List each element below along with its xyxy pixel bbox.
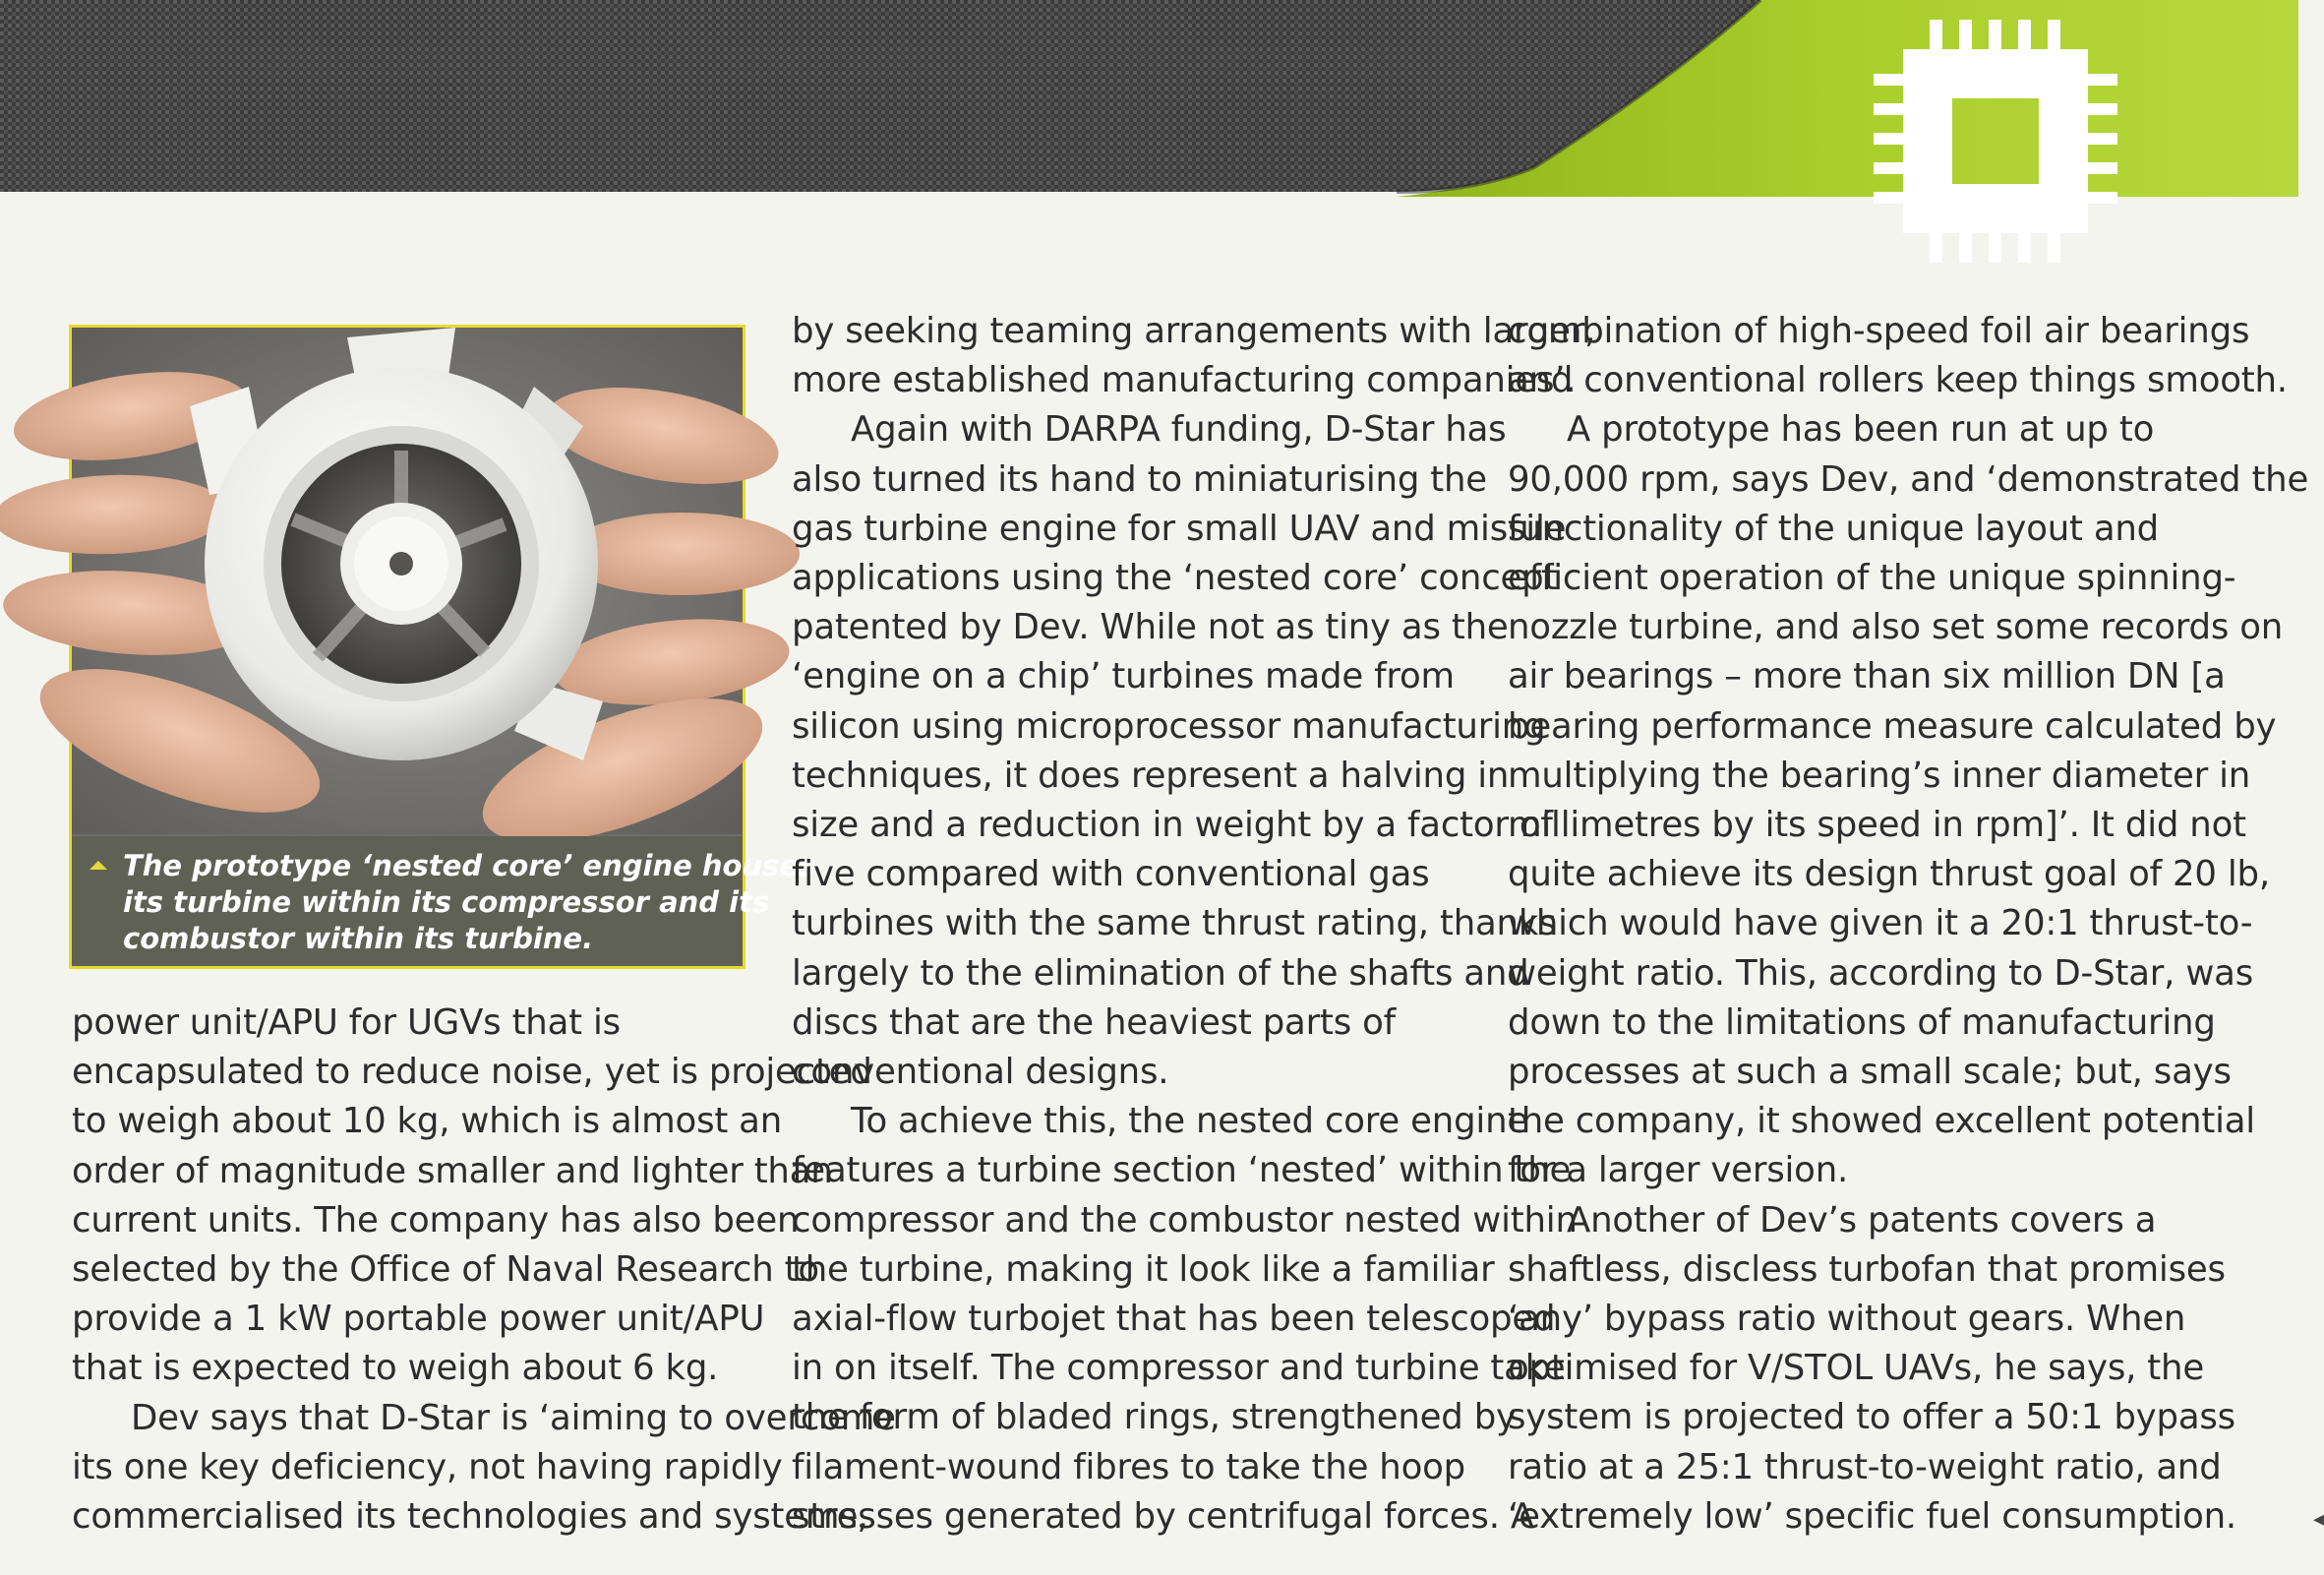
text-line: Again with DARPA funding, D-Star has — [851, 409, 1507, 451]
text-line: turbines with the same thrust rating, thanks — [792, 903, 1557, 944]
text-line: system is projected to offer a 50:1 bypass — [1508, 1397, 2235, 1438]
paragraph — [1508, 1196, 2324, 1545]
paragraph — [792, 1097, 1578, 1542]
paragraph — [72, 999, 872, 1394]
text-line: the turbine, making it look like a familiar — [792, 1248, 1495, 1290]
text-line: which would have given it a 20:1 thrust-to- — [1508, 903, 2253, 944]
text-line: size and a reduction in weight by a factor of — [792, 805, 1553, 846]
text-line: weight ratio. This, according to D-Star, was — [1508, 952, 2254, 994]
caption-triangle-icon — [89, 861, 107, 870]
text-line: provide a 1 kW portable power unit/APU — [72, 1299, 765, 1340]
text-line: compressor and the combustor nested within — [792, 1199, 1578, 1241]
text-line: that is expected to weigh about 6 kg. — [72, 1348, 719, 1389]
text-line: 90,000 rpm, says Dev, and ‘demonstrated the — [1508, 458, 2309, 500]
text-line: shaftless, discless turbofan that promises — [1508, 1248, 2226, 1290]
text-line: also turned its hand to miniaturising the — [792, 458, 1487, 500]
caption-line: its turbine within its compressor and its — [123, 885, 770, 919]
photo-caption — [72, 836, 816, 966]
text-line: ‘extremely low’ specific fuel consumption. — [1508, 1495, 2236, 1537]
text-line: order of magnitude smaller and lighter than — [72, 1150, 833, 1191]
text-line: largely to the elimination of the shafts and — [792, 952, 1529, 994]
paragraph — [792, 307, 1596, 405]
article-column-1 — [72, 999, 896, 1542]
caption-line: The prototype ‘nested core’ engine houses — [123, 849, 816, 882]
text-line: five compared with conventional gas — [792, 854, 1430, 895]
article-column-3 — [1508, 307, 2324, 1545]
paragraph — [72, 1394, 896, 1543]
text-line: processes at such a small scale; but, says — [1508, 1052, 2232, 1093]
text-line: stresses generated by centrifugal forces. A — [792, 1495, 1534, 1537]
text-line: patented by Dev. While not as tiny as the — [792, 607, 1509, 648]
end-mark-icon: ◂ — [2312, 1506, 2324, 1532]
text-line: To achieve this, the nested core engine — [851, 1101, 1529, 1142]
text-line: silicon using microprocessor manufacturing — [792, 705, 1546, 747]
text-line: current units. The company has also been — [72, 1199, 800, 1241]
text-line: selected by the Office of Naval Research to — [72, 1249, 819, 1291]
text-line: gas turbine engine for small UAV and missile — [792, 508, 1567, 549]
text-line: functionality of the unique layout and — [1508, 508, 2160, 549]
text-line: down to the limitations of manufacturing — [1508, 1001, 2216, 1043]
text-line: ‘engine on a chip’ turbines made from — [792, 656, 1455, 697]
engine-photo — [72, 328, 743, 834]
text-line: features a turbine section ‘nested’ within the — [792, 1150, 1572, 1191]
text-line: optimised for V/STOL UAVs, he says, the — [1508, 1348, 2204, 1389]
text-line: techniques, it does represent a halving in — [792, 755, 1510, 796]
chip-icon — [1874, 15, 2139, 280]
text-line: ‘any’ bypass ratio without gears. When — [1508, 1299, 2186, 1340]
text-line: nozzle turbine, and also set some records on — [1508, 607, 2284, 648]
text-line: the company, it showed excellent potential — [1508, 1101, 2255, 1142]
text-line: more established manufacturing companies’. — [792, 360, 1577, 401]
text-line: applications using the ‘nested core’ concept — [792, 558, 1558, 599]
text-line: encapsulated to reduce noise, yet is projected — [72, 1052, 872, 1093]
text-line: Another of Dev’s patents covers a — [1567, 1199, 2157, 1241]
text-line: multiplying the bearing’s inner diameter in — [1508, 755, 2251, 796]
text-line: Dev says that D-Star is ‘aiming to overcome — [131, 1397, 896, 1438]
text-line: filament-wound fibres to take the hoop — [792, 1446, 1465, 1487]
text-line: the form of bladed rings, strengthened by — [792, 1397, 1517, 1438]
text-line: air bearings – more than six million DN [a — [1508, 656, 2226, 697]
text-line: bearing performance measure calculated by — [1508, 705, 2277, 747]
text-line: axial-flow turbojet that has been telescoped — [792, 1299, 1556, 1340]
article-column-2 — [792, 307, 1596, 1542]
photo-figure — [69, 325, 816, 969]
text-line: efficient operation of the unique spinning- — [1508, 558, 2236, 599]
text-line: millimetres by its speed in rpm]’. It did not — [1508, 805, 2246, 846]
text-line: A prototype has been run at up to — [1567, 409, 2155, 451]
paragraph — [1508, 405, 2309, 1195]
text-line: discs that are the heaviest parts of — [792, 1001, 1396, 1043]
text-line: quite achieve its design thrust goal of 20 lb, — [1508, 854, 2270, 895]
paragraph — [792, 405, 1567, 1097]
text-line: conventional designs. — [792, 1052, 1169, 1093]
text-line: combination of high-speed foil air bearings — [1508, 311, 2250, 351]
text-line: in on itself. The compressor and turbine take — [792, 1348, 1566, 1389]
text-line: for a larger version. — [1508, 1150, 1849, 1191]
text-line: commercialised its technologies and systems, — [72, 1496, 868, 1538]
paragraph — [1508, 307, 2288, 405]
text-line: power unit/APU for UGVs that is — [72, 1002, 621, 1043]
text-line: by seeking teaming arrangements with larger, — [792, 311, 1596, 351]
text-line: to weigh about 10 kg, which is almost an — [72, 1101, 783, 1142]
text-line: and conventional rollers keep things smooth. — [1508, 360, 2288, 401]
text-line: ratio at a 25:1 thrust-to-weight ratio, and — [1508, 1446, 2222, 1487]
caption-line: combustor within its turbine. — [123, 922, 594, 955]
text-line: its one key deficiency, not having rapidly — [72, 1446, 783, 1487]
